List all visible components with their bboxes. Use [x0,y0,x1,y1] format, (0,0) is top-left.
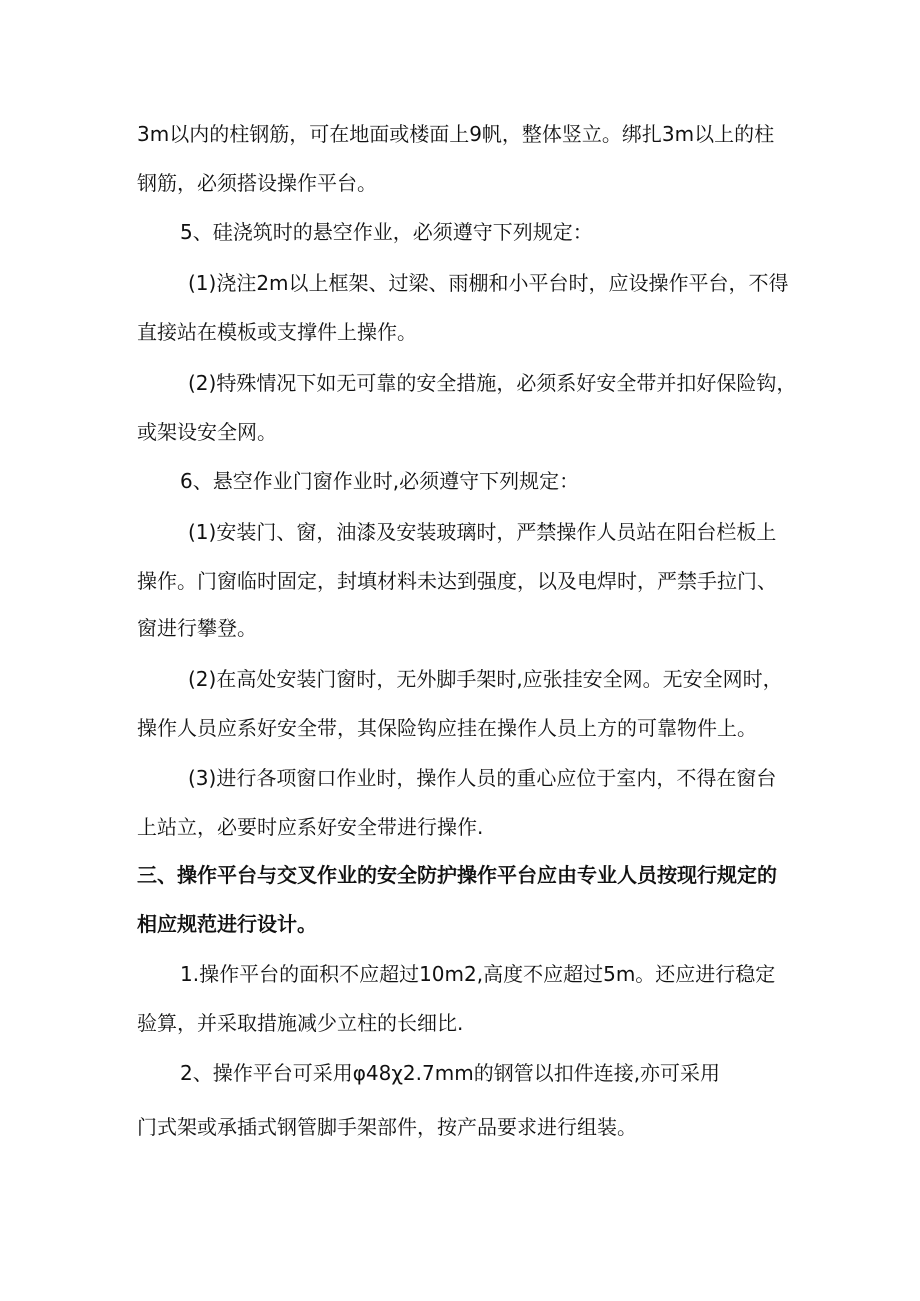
text-line-9: (1)安装门、窗，油漆及安装玻璃时，严禁操作人员站在阳台栏板上 [188,520,777,544]
section-heading-line-1: 三、操作平台与交叉作业的安全防护操作平台应由专业人员按现行规定的 [137,863,777,887]
text-line-3: 5、硅浇筑时的悬空作业，必须遵守下列规定： [180,220,593,244]
text-line-14: (3)进行各项窗口作业时，操作人员的重心应位于室内，不得在窗台 [188,766,777,790]
text-line-19: 验算，并采取措施减少立柱的长细比. [137,1011,464,1035]
text-line-15: 上站立，必要时应系好安全带进行操作. [137,815,484,839]
section-heading-line-2: 相应规范进行设计。 [137,912,317,936]
text-line-8: 6、悬空作业门窗作业时,必须遵守下列规定： [180,469,580,493]
text-line-21: 门式架或承插式钢管脚手架部件，按产品要求进行组装。 [137,1115,637,1139]
text-line-6: (2)特殊情况下如无可靠的安全措施，必须系好安全带并扣好保险钩， [188,371,797,395]
text-line-18: 1.操作平台的面积不应超过10m2,高度不应超过5m。还应进行稳定 [180,962,776,986]
text-line-1: 3m以内的柱钢筋，可在地面或楼面上9帆，整体竖立。绑扎3m以上的柱 [137,122,775,146]
text-line-5: 直接站在模板或支撑件上操作。 [137,320,417,344]
text-line-10: 操作。门窗临时固定，封填材料未达到强度，以及电焊时，严禁手拉门、 [137,569,777,593]
text-line-2: 钢筋，必须搭设操作平台。 [137,171,377,195]
text-line-4: (1)浇注2m以上框架、过梁、雨棚和小平台时，应设操作平台，不得 [188,271,789,295]
text-line-12: (2)在高处安装门窗时，无外脚手架时,应张挂安全网。无安全网时， [188,667,783,691]
text-line-11: 窗进行攀登。 [137,616,257,640]
text-line-13: 操作人员应系好安全带，其保险钩应挂在操作人员上方的可靠物件上。 [137,716,757,740]
text-line-7: 或架设安全网。 [137,420,277,444]
text-line-20: 2、操作平台可采用φ48χ2.7mm的钢管以扣件连接,亦可采用 [180,1061,721,1085]
